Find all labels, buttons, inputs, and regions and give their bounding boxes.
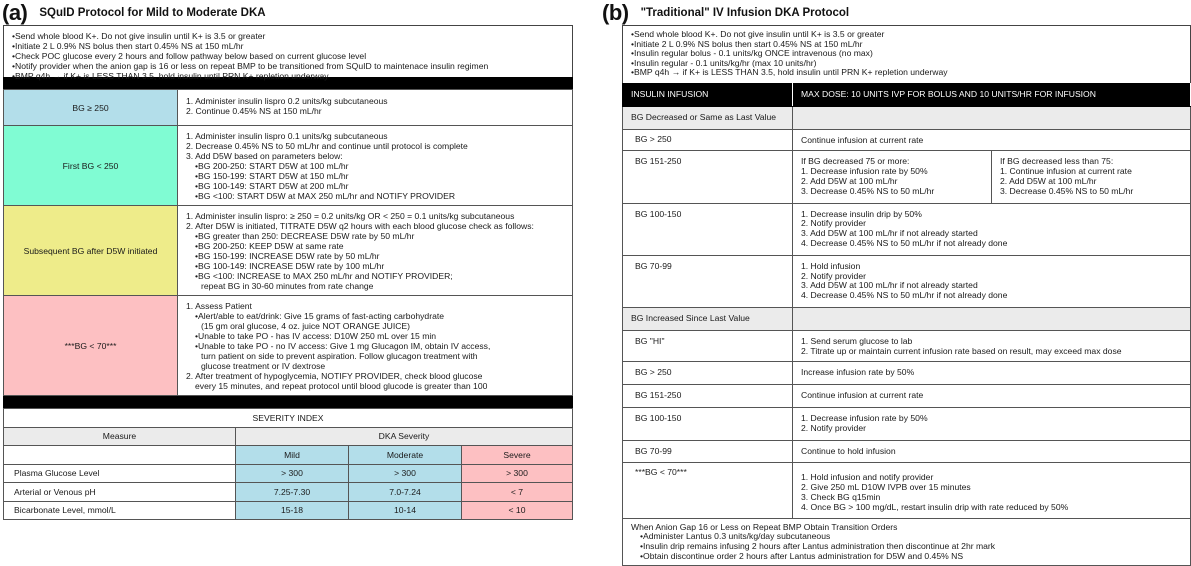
instruction-line: 1. Hold infusion and notify provider [801,472,934,483]
row-content [178,126,573,206]
severity-row-bicarbonate [4,501,573,520]
instruction-bullet-continuation: turn patient on side to prevent aspiration. Follow glucagon treatment with [201,351,478,361]
intro-item: • Send whole blood K+. Do not give insulin until K+ is 3.5 or greater [631,30,1182,40]
level-severe: Severe [462,446,573,465]
row-content [793,255,1191,307]
instruction-bullet-continuation: repeat BG in 30-60 minutes from rate change [201,281,374,291]
instruction-line: If BG decreased less than 75: [1000,156,1114,167]
instruction-line: 3. Add D5W at 100 mL/hr if not already started [801,228,978,239]
instruction-line: 2. Notify provider [801,270,866,281]
row-content: Continue infusion at current rate [793,129,1191,151]
instruction-line: 2. After treatment of hypoglycemia, NOTIFY PROVIDER, check blood glucose [186,371,483,381]
instruction-bullet: • BG 100-149: INCREASE D5W rate by 100 mL/hr [186,261,564,271]
instruction-line: 1. Administer insulin lispro: ≥ 250 = 0.2 units/kg OR < 250 = 0.1 units/kg subcutaneous [186,211,515,221]
panel-a-squid-protocol [0,0,573,520]
inc-row-bg-gt-250 [623,362,1191,385]
value-moderate: 10-14 [349,501,462,520]
severity-title-row [4,409,573,428]
measure-label: Arterial or Venous pH [4,483,236,502]
row-content [793,330,1191,362]
instruction-bullet-continuation: (15 gm oral glucose, 4 oz. juice NOT ORANGE JUICE) [201,321,411,331]
row-label: BG 70-99 [623,255,793,307]
section-empty [793,307,1191,330]
instruction-bullet: • Unable to take PO - no IV access: Give 1 mg Glucagon IM, obtain IV access, [186,341,564,351]
instruction-line: 1. Hold infusion [801,260,861,271]
panel-b-intro-box [622,25,1191,83]
protocol-row-bg-lt-70 [4,296,573,396]
value-severe: < 10 [462,501,573,520]
instruction-bullet-continuation: glucose treatment or IV dextrose [201,361,326,371]
severity-levels-row [4,446,573,465]
measure-label: Plasma Glucose Level [4,464,236,483]
level-moderate: Moderate [349,446,462,465]
row-label: BG 70-99 [623,440,793,463]
section-empty [793,106,1191,129]
value-mild: 15-18 [236,501,349,520]
row-content [178,206,573,296]
instruction-bullet: • BG greater than 250: DECREASE D5W rate by 50 mL/hr [186,231,564,241]
value-severe: < 7 [462,483,573,502]
row-label: BG 151-250 [623,151,793,203]
row-content: Continue to hold infusion [793,440,1191,463]
section-bg-decreased [623,106,1191,129]
transition-bullet: • Insulin drip remains infusing 2 hours after Lantus administration then discontinue at 2hr mark [631,542,1182,552]
row-label: First BG < 250 [4,126,178,206]
header-dka-severity: DKA Severity [236,427,573,446]
row-content [793,203,1191,255]
panel-b-letter: (b) [602,0,629,25]
instruction-line: 3. Decrease 0.45% NS to 50 mL/hr [1000,185,1134,196]
row-content [793,151,1191,203]
intro-item: • Insulin regular - 0.1 units/kg/hr (max 10 units/hr) [631,59,1182,69]
row-label: BG 151-250 [623,385,793,408]
value-severe: > 300 [462,464,573,483]
section-title: BG Decreased or Same as Last Value [623,106,793,129]
row-content [793,407,1191,440]
intro-item: • Check POC glucose every 2 hours and follow pathway below based on current glucose level [12,51,564,61]
severity-title: SEVERITY INDEX [4,409,573,428]
value-moderate: > 300 [349,464,462,483]
panel-a-letter: (a) [2,0,28,25]
instruction-bullet: • Alert/able to eat/drink: Give 15 grams of fast-acting carbohydrate [186,311,564,321]
header-measure: Measure [4,427,236,446]
instruction-line: 4. Once BG > 100 mg/dL, restart insulin drip with rate reduced by 50% [801,501,1069,512]
panel-a-header [0,0,573,25]
row-label: BG 100-150 [623,407,793,440]
panel-a-intro-box [3,25,573,81]
dec-row-bg-70-99 [623,255,1191,307]
intro-item: • Send whole blood K+. Do not give insulin until K+ is 3.5 or greater [12,31,564,41]
severity-index-table [3,408,573,520]
protocol-row-subsequent-bg [4,206,573,296]
transition-orders [623,518,1191,565]
instruction-line: 1. Send serum glucose to lab [801,335,913,346]
instruction-line: 2. Notify provider [801,218,866,229]
insulin-infusion-header [623,84,1191,107]
instruction-line: If BG decreased 75 or more: [801,156,910,167]
instruction-line: 1. Assess Patient [186,301,252,311]
value-mild: > 300 [236,464,349,483]
instruction-line: 2. Titrate up or maintain current infusion rate based on result, may exceed max dose [801,345,1122,356]
intro-item: • BMP q4h → if K+ is LESS THAN 3.5, hold insulin until PRN K+ repletion underway [12,71,564,81]
inc-row-bg-151-250 [623,385,1191,408]
severity-header-row [4,427,573,446]
dec-row-bg-151-250 [623,151,1191,203]
divider-bar [3,396,573,408]
severity-row-glucose [4,464,573,483]
panel-a-title: SQuID Protocol for Mild to Moderate DKA [39,6,266,19]
instruction-line: 2. After D5W is initiated, TITRATE D5W q2 hours with each blood glucose check as follows: [186,221,534,231]
instruction-line-continuation: every 15 minutes, and repeat protocol until blood glucode is greater than 100 [195,381,488,391]
transition-orders-row [623,518,1191,565]
row-content [178,90,573,126]
instruction-bullet: • BG 200-250: KEEP D5W at same rate [186,241,564,251]
instruction-line: 2. Notify provider [801,422,866,433]
instruction-line: 1. Decrease infusion rate by 50% [801,412,928,423]
instruction-line: 2. Give 250 mL D10W IVPB over 15 minutes [801,482,971,493]
inc-row-bg-70-99 [623,440,1191,463]
instruction-line: 1. Decrease insulin drip by 50% [801,208,922,219]
instruction-bullet: • BG 150-199: INCREASE D5W rate by 50 mL/hr [186,251,564,261]
squid-protocol-table [3,89,573,396]
intro-item: • Initiate 2 L 0.9% NS bolus then start 0.45% NS at 150 mL/hr [12,41,564,51]
panel-b-header [602,0,1191,25]
row-label: BG "HI" [623,330,793,362]
instruction-line: 3. Check BG q15min [801,491,881,502]
instruction-line: 3. Decrease 0.45% NS to 50 mL/hr [801,185,935,196]
instruction-bullet: • Unable to take PO - has IV access: D10W 250 mL over 15 min [186,331,564,341]
value-moderate: 7.0-7.24 [349,483,462,502]
header-max-dose: MAX DOSE: 10 UNITS IVP FOR BOLUS AND 10 UNITS/HR FOR INFUSION [793,84,1191,107]
instruction-bullet: • BG <100: START D5W at MAX 250 mL/hr and NOTIFY PROVIDER [186,191,564,201]
decreased-75-or-more [793,151,992,202]
section-bg-increased [623,307,1191,330]
instruction-line: 2. Add D5W at 100 mL/hr [1000,175,1097,186]
insulin-infusion-table [622,83,1191,566]
row-label: Subsequent BG after D5W initiated [4,206,178,296]
inc-row-bg-lt-70 [623,463,1191,518]
empty-cell [4,446,236,465]
instruction-line: 2. Continue 0.45% NS at 150 mL/hr [186,106,322,116]
transition-bullet: • Administer Lantus 0.3 units/kg/day subcutaneous [631,532,1182,542]
protocol-row-bg-ge-250 [4,90,573,126]
row-content [178,296,573,396]
row-label: BG > 250 [623,129,793,151]
instruction-line: 4. Decrease 0.45% NS to 50 mL/hr if not already done [801,290,1008,301]
decreased-less-than-75 [992,157,1182,196]
row-content: Continue infusion at current rate [793,385,1191,408]
inc-row-bg-hi [623,330,1191,362]
row-label: ***BG < 70*** [623,463,793,518]
severity-row-ph [4,483,573,502]
transition-bullet: • Obtain discontinue order 2 hours after Lantus administration for D5W and 0.45% NS [631,552,1182,562]
instruction-bullet: • BG 200-250: START D5W at 100 mL/hr [186,161,564,171]
inc-row-bg-100-150 [623,407,1191,440]
row-label: BG > 250 [623,362,793,385]
instruction-line: 2. Add D5W at 100 mL/hr [801,175,898,186]
level-mild: Mild [236,446,349,465]
intro-item: • Insulin regular bolus - 0.1 units/kg ONCE intravenous (no max) [631,49,1182,59]
instruction-line: 3. Add D5W based on parameters below: [186,151,343,161]
intro-item: • Initiate 2 L 0.9% NS bolus then start 0.45% NS at 150 mL/hr [631,40,1182,50]
instruction-line: 4. Decrease 0.45% NS to 50 mL/hr if not already done [801,237,1008,248]
row-label: BG 100-150 [623,203,793,255]
transition-title: When Anion Gap 16 or Less on Repeat BMP Obtain Transition Orders [631,521,898,532]
instruction-line: 2. Decrease 0.45% NS to 50 mL/hr and continue until protocol is complete [186,141,468,151]
measure-label: Bicarbonate Level, mmol/L [4,501,236,520]
row-label: BG ≥ 250 [4,90,178,126]
instruction-bullet: • BG 100-149: START D5W at 200 mL/hr [186,181,564,191]
header-insulin-infusion: INSULIN INFUSION [623,84,793,107]
intro-item: • Notify provider when the anion gap is 16 or less on repeat BMP to be transitioned from SQuID to maintenace insulin regimen [12,61,564,71]
intro-item: • BMP q4h → if K+ is LESS THAN 3.5, hold insulin until PRN K+ repletion underway [631,68,1182,78]
value-mild: 7.25-7.30 [236,483,349,502]
panel-b-traditional-protocol [602,0,1191,566]
dec-row-bg-100-150 [623,203,1191,255]
dec-row-bg-gt-250 [623,129,1191,151]
instruction-bullet: • BG <100: INCREASE to MAX 250 mL/hr and NOTIFY PROVIDER; [186,271,564,281]
protocol-row-first-bg-lt-250 [4,126,573,206]
instruction-line: 1. Continue infusion at current rate [1000,166,1132,177]
section-title: BG Increased Since Last Value [623,307,793,330]
panel-b-title: "Traditional" IV Infusion DKA Protocol [640,6,850,19]
instruction-line: 3. Add D5W at 100 mL/hr if not already started [801,280,978,291]
instruction-line: 1. Decrease infusion rate by 50% [801,166,928,177]
instruction-line: 1. Administer insulin lispro 0.1 units/kg subcutaneous [186,131,388,141]
instruction-line: 1. Administer insulin lispro 0.2 units/kg subcutaneous [186,96,388,106]
row-content [793,463,1191,518]
instruction-bullet: • BG 150-199: START D5W at 150 mL/hr [186,171,564,181]
row-label: ***BG < 70*** [4,296,178,396]
row-content: Increase infusion rate by 50% [793,362,1191,385]
